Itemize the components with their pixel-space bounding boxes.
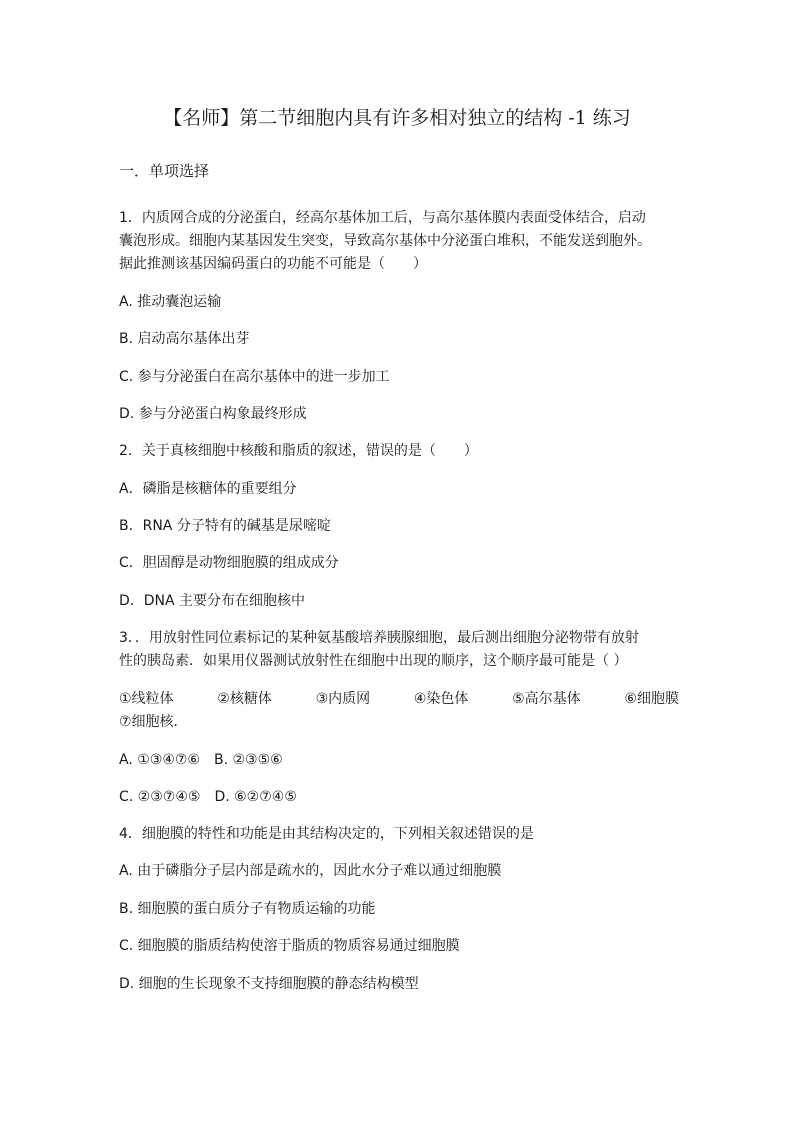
question-3-organelle-item-7: ⑦细胞核． <box>119 714 188 730</box>
organelle-item: ②核糖体 <box>217 691 272 707</box>
question-3-option-b: B. ②③⑤⑥ <box>214 752 283 768</box>
question-4-option-b: B. 细胞膜的蛋白质分子有物质运输的功能 <box>119 901 376 917</box>
question-4-stem: 4．细胞膜的特性和功能是由其结构决定的，下列相关叙述错误的是 <box>119 826 534 842</box>
question-1-option-c: C. 参与分泌蛋白在高尔基体中的进一步加工 <box>119 369 390 385</box>
question-1-option-d: D. 参与分泌蛋白构象最终形成 <box>119 406 307 422</box>
question-1-stem-line-1: 1．内质网合成的分泌蛋白，经高尔基体加工后，与高尔基体膜内表面受体结合，启动 <box>119 210 646 226</box>
organelle-item: ①线粒体 <box>119 691 174 707</box>
question-4-option-c: C. 细胞膜的脂质结构使溶于脂质的物质容易通过细胞膜 <box>119 938 460 954</box>
organelle-item: ④染色体 <box>413 691 469 707</box>
question-3-options-row-2 <box>119 786 297 809</box>
question-3-option-d: D. ⑥②⑦④⑤ <box>214 789 297 805</box>
question-2-option-d: D．DNA 主要分布在细胞核中 <box>119 593 306 609</box>
question-3-stem-line-1: 3．．用放射性同位素标记的某种氨基酸培养胰腺细胞，最后测出细胞分泌物带有放射 <box>119 630 639 646</box>
organelle-item: ⑤高尔基体 <box>512 691 581 707</box>
section-heading: 一．单项选择 <box>119 162 210 180</box>
question-3-organelle-list <box>119 688 679 711</box>
question-3-option-a: A. ①③④⑦⑥ <box>119 752 200 768</box>
question-3-stem-line-2: 性的胰岛素．如果用仪器测试放射性在细胞中出现的顺序，这个顺序最可能是（ ） <box>119 653 628 669</box>
question-4-option-a: A. 由于磷脂分子层内部是疏水的，因此水分子难以通过细胞膜 <box>119 863 502 879</box>
question-2-option-a: A．磷脂是核糖体的重要组分 <box>119 481 297 497</box>
organelle-item: ③内质网 <box>315 691 371 707</box>
question-3-options-row-1 <box>119 749 283 772</box>
question-1-stem-line-2: 囊泡形成。细胞内某基因发生突变，导致高尔基体中分泌蛋白堆积，不能发送到胞外。 <box>119 233 651 249</box>
question-1-option-a: A. 推动囊泡运输 <box>119 294 222 310</box>
document-title: 【名师】第二节细胞内具有许多相对独立的结构 -1 练习 <box>163 107 631 129</box>
question-1-option-b: B. 启动高尔基体出芽 <box>119 331 250 347</box>
question-3-option-c: C. ②③⑦④⑤ <box>119 789 201 805</box>
question-2-option-b: B．RNA 分子特有的碱基是尿嘧啶 <box>119 518 331 534</box>
question-2-stem: 2．关于真核细胞中核酸和脂质的叙述，错误的是（ ） <box>119 443 478 459</box>
question-4-option-d: D. 细胞的生长现象不支持细胞膜的静态结构模型 <box>119 976 419 992</box>
question-1-stem-line-3: 据此推测该基因编码蛋白的功能不可能是（ ） <box>119 256 427 272</box>
organelle-item: ⑥细胞膜 <box>624 691 679 707</box>
question-2-option-c: C．胆固醇是动物细胞膜的组成成分 <box>119 555 339 571</box>
